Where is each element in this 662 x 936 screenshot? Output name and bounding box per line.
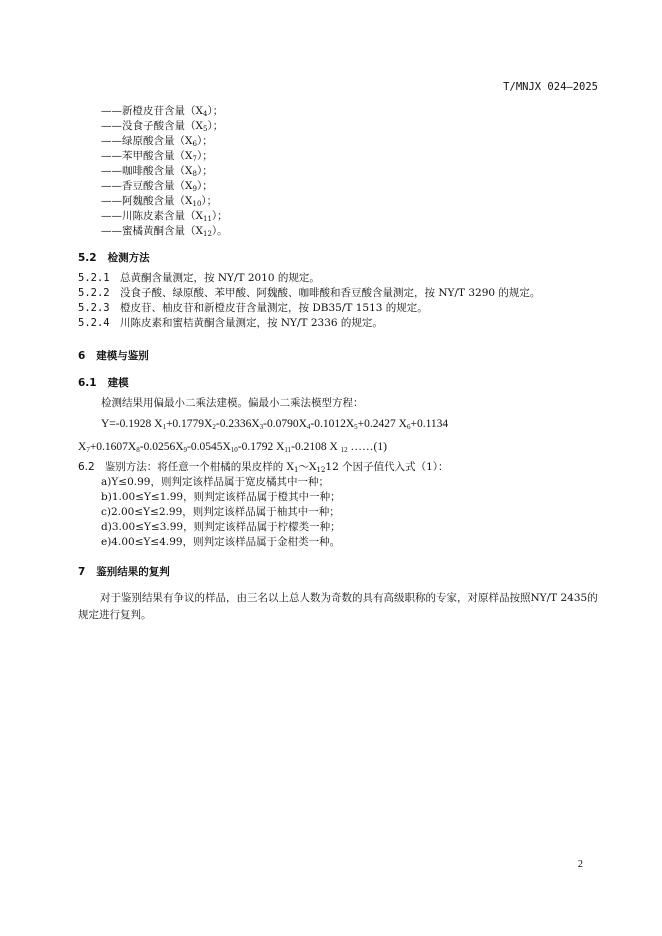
- variable-definition: ——新橙皮苷含量$(X_4)$；: [101, 105, 224, 118]
- section-title: 检测方法: [107, 252, 150, 264]
- variable-definition: ——蜜橘黄酮含量$(X_{12})$。: [101, 225, 228, 238]
- section-6-1-heading: [78, 375, 129, 390]
- variable-definition-list: [101, 104, 228, 239]
- section-title: 建模: [107, 377, 129, 389]
- equation-line-1: Y=-0.1928 $X_1+0.1779X_2-0.2336X_3-0.0790X_4-0.1012X_5+0.2427$ $X_6+0.1134$: [101, 418, 449, 431]
- method-item: [78, 286, 540, 301]
- classification-item: e)4.00≤Y≤4.99，则判定该样品属于金柑类一种。: [101, 536, 341, 548]
- classification-item: d)3.00≤Y≤3.99，则判定该样品属于柠檬类一种；: [101, 521, 341, 533]
- variable-definition: ——川陈皮素含量$(X_{11})$；: [101, 210, 228, 223]
- variable-definition: ——阿魏酸含量$(X_{10})$；: [101, 195, 218, 208]
- page-number: 2: [577, 859, 583, 870]
- section-number: 6: [78, 350, 86, 362]
- classification-item: b)1.00≤Y≤1.99，则判定该样品属于橙其中一种；: [101, 491, 341, 503]
- classification-item: a)Y≤0.99，则判定该样品属于宽皮橘其中一种；: [101, 476, 329, 488]
- section-number: 5.2: [78, 252, 97, 264]
- clause-text: 总黄酮含量测定，按 NY/T 2010 的规定。: [120, 272, 320, 284]
- section-6-heading: [78, 348, 149, 363]
- clause-number: 5.2.1: [78, 272, 110, 284]
- classification-item: c)2.00≤Y≤2.99，则判定该样品属于柚其中一种；: [101, 506, 340, 518]
- section-7-heading: [78, 564, 170, 579]
- section-number: 6.2: [78, 461, 95, 473]
- review-paragraph: 对于鉴别结果有争议的样品，由三名以上总人数为奇数的具有高级职称的专家，对原样品按照NY/T 2435的规定进行复判。: [78, 592, 598, 621]
- method-list: [78, 271, 540, 331]
- clause-text: 没食子酸、绿原酸、苯甲酸、阿魏酸、咖啡酸和香豆酸含量测定，按 NY/T 3290 的规定。: [120, 287, 541, 299]
- clause-number: 5.2.3: [78, 302, 110, 314]
- method-item: [78, 301, 540, 316]
- modeling-intro: 检测结果用偏最小二乘法建模。偏最小二乘法模型方程：: [101, 397, 364, 409]
- method-item: [78, 271, 540, 286]
- method-item: [78, 316, 540, 331]
- clause-text: 橙皮苷、柚皮苷和新橙皮苷含量测定，按 DB35/T 1513 的规定。: [120, 302, 428, 314]
- section-title: 鉴别结果的复判: [96, 566, 170, 578]
- clause-number: 5.2.2: [78, 287, 110, 299]
- section-6-2-paragraph: 6.2 鉴别方法：将任意一个柑橘的果皮样的 $X_1\sim X_{12}12$ 个因子值代入式（1）：: [78, 461, 449, 474]
- clause-number: 5.2.4: [78, 317, 110, 329]
- variable-definition: ——香豆酸含量$(X_9)$；: [101, 180, 213, 193]
- variable-definition: ——绿原酸含量$(X_6)$；: [101, 135, 213, 148]
- variable-definition: ——咖啡酸含量$(X_8)$；: [101, 165, 213, 178]
- document-number-header: T/MNJX 024—2025: [503, 81, 598, 93]
- variable-definition: ——苯甲酸含量$(X_7)$；: [101, 150, 213, 163]
- equation-line-2: $X_7+0.1607X_8-0.0256X_9-0.0545X_{10}-0.1792$ $X_{11}-0.2108$ X $_{12}$ ……(1): [78, 441, 387, 454]
- section-number: 7: [78, 566, 86, 578]
- section-number: 6.1: [78, 377, 97, 389]
- section-5-2-heading: [78, 250, 150, 265]
- variable-definition: ——没食子酸含量$(X_5)$；: [101, 120, 224, 133]
- section-title: 建模与鉴别: [96, 350, 149, 362]
- classification-list: [101, 475, 341, 550]
- clause-text: 川陈皮素和蜜桔黄酮含量测定，按 NY/T 2336 的规定。: [120, 317, 383, 329]
